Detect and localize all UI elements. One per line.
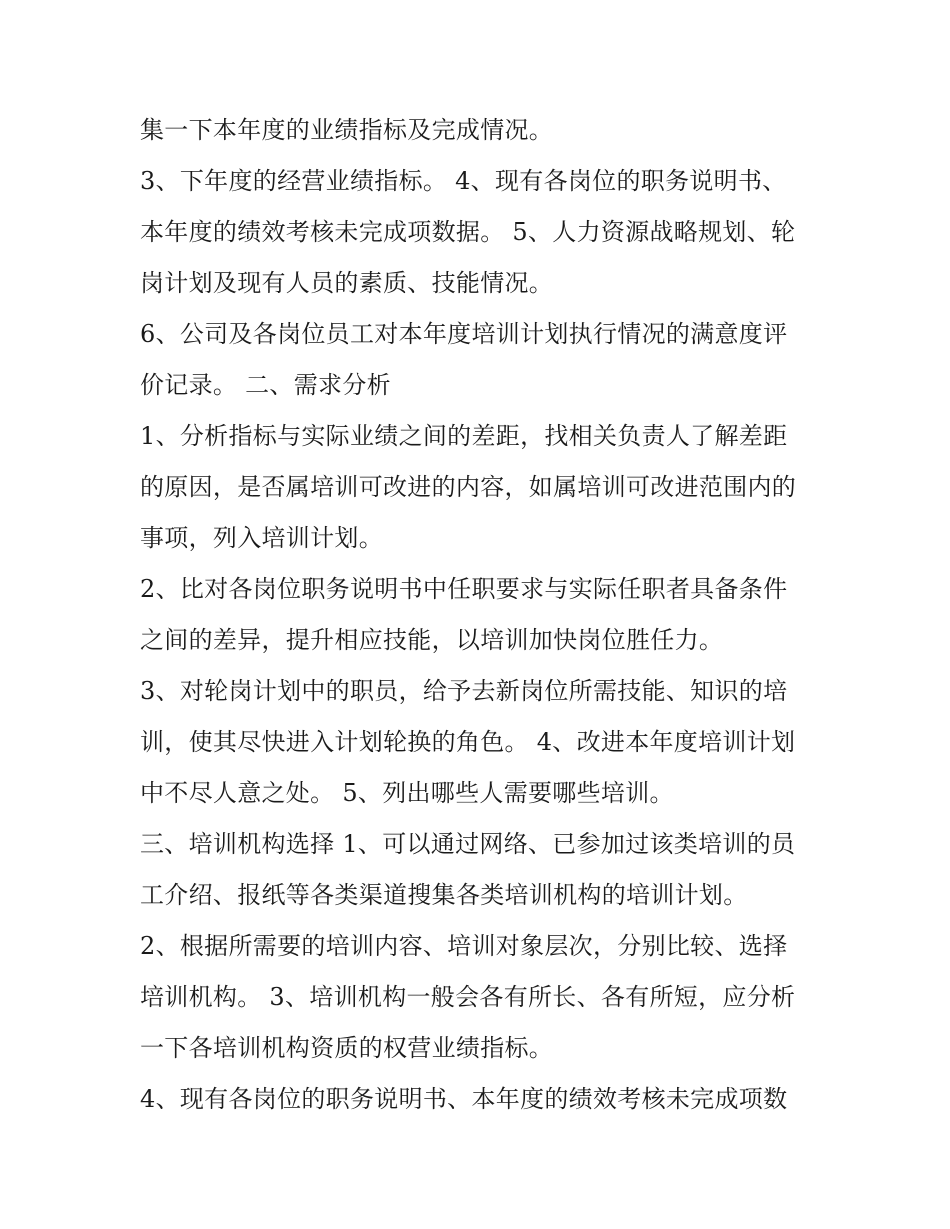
text-line-14: 中不尽人意之处。 5、列出哪些人需要哪些培训。: [140, 779, 674, 807]
text-line-1: 集一下本年度的业绩指标及完成情况。: [140, 116, 554, 144]
text-line-17: 2、根据所需要的培训内容、培训对象层次，分别比较、选择: [140, 932, 788, 960]
text-line-20: 4、现有各岗位的职务说明书、本年度的绩效考核未完成项数: [140, 1085, 788, 1113]
text-line-10: 2、比对各岗位职务说明书中任职要求与实际任职者具备条件: [140, 575, 788, 603]
text-line-15: 三、培训机构选择 1、可以通过网络、已参加过该类培训的员: [140, 830, 796, 858]
text-line-6: 价记录。 二、需求分析: [140, 371, 391, 399]
text-line-11: 之间的差异，提升相应技能，以培训加快岗位胜任力。: [140, 626, 724, 654]
text-line-13: 训，使其尽快进入计划轮换的角色。 4、改进本年度培训计划: [140, 728, 796, 756]
text-line-19: 一下各培训机构资质的权营业绩指标。: [140, 1034, 554, 1062]
text-line-18: 培训机构。 3、培训机构一般会各有所长、各有所短，应分析: [140, 983, 796, 1011]
text-line-7: 1、分析指标与实际业绩之间的差距，找相关负责人了解差距: [140, 422, 788, 450]
text-line-16: 工介绍、报纸等各类渠道搜集各类培训机构的培训计划。: [140, 881, 748, 909]
text-line-4: 岗计划及现有人员的素质、技能情况。: [140, 269, 554, 297]
text-line-8: 的原因，是否属培训可改进的内容，如属培训可改进范围内的: [140, 473, 797, 501]
text-line-5: 6、公司及各岗位员工对本年度培训计划执行情况的满意度评: [140, 320, 788, 348]
text-line-12: 3、对轮岗计划中的职员，给予去新岗位所需技能、知识的培: [140, 677, 788, 705]
text-line-3: 本年度的绩效考核未完成项数据。 5、人力资源战略规划、轮: [140, 218, 796, 246]
text-line-2: 3、下年度的经营业绩指标。 4、现有各岗位的职务说明书、: [140, 167, 787, 195]
text-line-9: 事项，列入培训计划。: [140, 524, 383, 552]
